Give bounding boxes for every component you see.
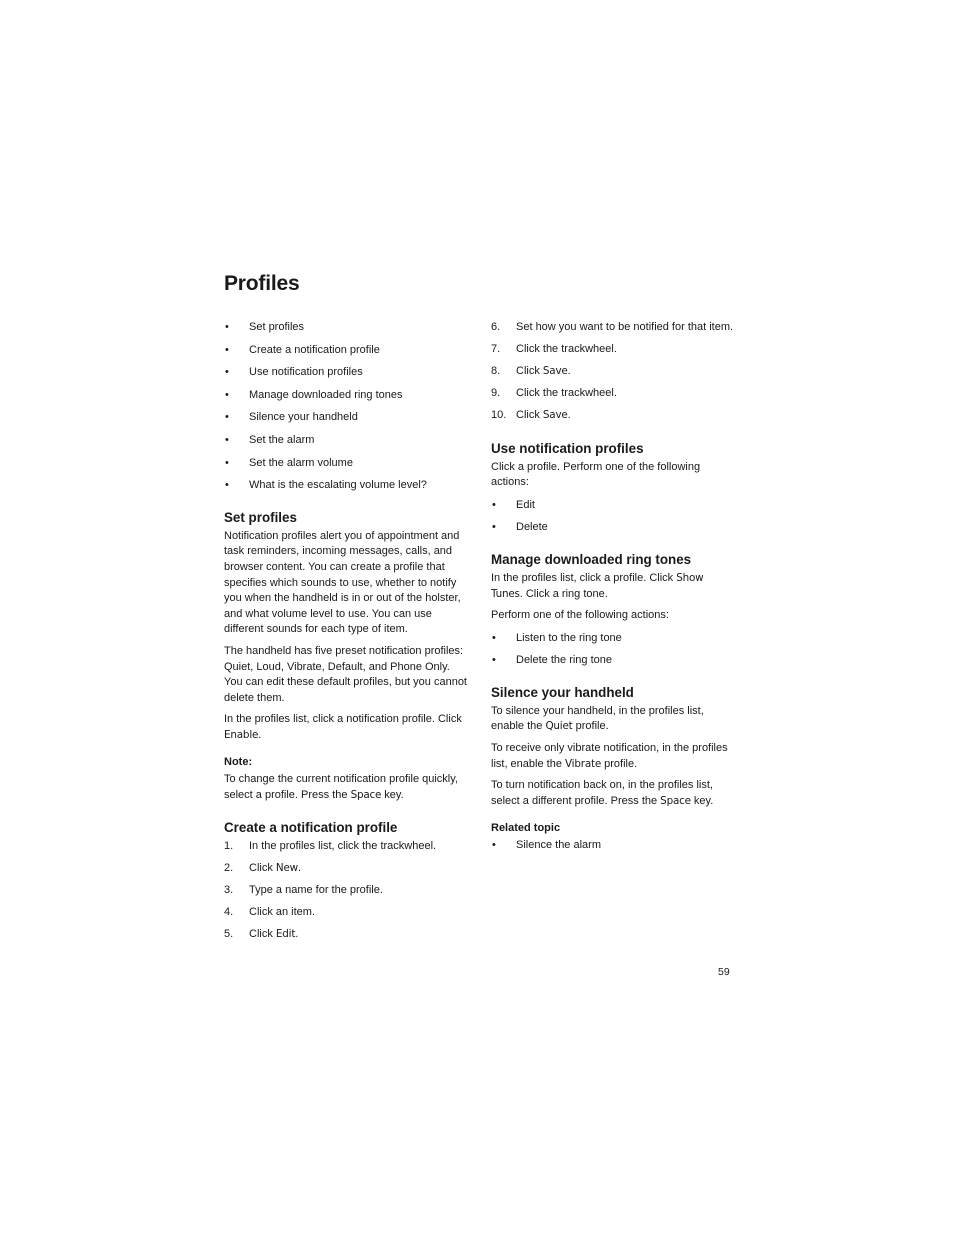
step-item	[491, 364, 735, 380]
step-number: 3.	[224, 883, 234, 896]
step-text: Set how you want to be notified for that item.	[516, 321, 734, 333]
step-item	[491, 342, 735, 358]
notification-on-paragraph	[491, 778, 735, 809]
preset-profiles-paragraph: The handheld has five preset notification profiles: Quiet, Loud, Vibrate, Default, and Phone Only. You can edit these default profiles, but you cannot delete them.	[224, 644, 467, 704]
step-number: 6.	[491, 321, 501, 333]
topic-list	[224, 320, 468, 494]
enable-profile-paragraph	[224, 712, 468, 743]
step-number: 4.	[224, 905, 234, 918]
ui-term-vibrate: Vibrate	[565, 757, 602, 770]
note-label: Note:	[224, 756, 253, 769]
step-text: .	[567, 408, 571, 421]
step-text: Click	[516, 408, 543, 421]
step-text: Click	[249, 861, 276, 874]
step-text: In the profiles list, click the trackwheel.	[249, 839, 437, 852]
ui-term-save: Save	[542, 408, 568, 421]
right-column	[491, 320, 735, 861]
action-item-delete: • Delete	[491, 520, 735, 536]
topic-list-item[interactable]: • Set the alarm	[224, 433, 468, 449]
related-topic-label: Related topic	[491, 822, 561, 835]
use-profiles-intro: Click a profile. Perform one of the following actions:	[491, 460, 701, 489]
step-text: Click	[249, 927, 276, 940]
step-text: .	[567, 364, 571, 377]
step-text: Click an item.	[249, 905, 316, 918]
text: .	[258, 728, 262, 741]
text: To change the current notification profile quickly, select a profile. Press the	[224, 773, 458, 802]
step-text: Click the trackwheel.	[516, 386, 617, 399]
text: key.	[690, 794, 714, 807]
action-item-delete-tone: • Delete the ring tone	[491, 653, 735, 669]
step-item	[224, 861, 468, 877]
step-item	[491, 408, 735, 424]
related-topic-link[interactable]: • Silence the alarm	[491, 838, 735, 854]
ui-term-space: Space	[660, 794, 691, 807]
text: To silence your handheld, in the profiles list, enable the	[491, 704, 704, 733]
vibrate-paragraph	[491, 741, 735, 772]
ui-term-quiet: Quiet	[545, 720, 573, 733]
step-number: 8.	[491, 364, 501, 377]
step-text: Click	[516, 364, 543, 377]
ui-term-space: Space	[350, 789, 382, 802]
topic-list-item[interactable]: • Create a notification profile	[224, 343, 468, 359]
topic-list-item[interactable]: • Set the alarm volume	[224, 456, 468, 472]
step-number: 5.	[224, 927, 234, 940]
step-text: Click the trackwheel.	[516, 342, 617, 355]
use-profiles-heading: Use notification profiles	[491, 440, 644, 456]
step-number: 10.	[491, 408, 507, 421]
topic-list-item[interactable]: • Manage downloaded ring tones	[224, 388, 468, 404]
topic-list-item[interactable]: • Silence your handheld	[224, 410, 468, 426]
step-number: 9.	[491, 386, 501, 399]
text: In the profiles list, click a profile. Click	[491, 571, 677, 584]
set-profiles-paragraph: Notification profiles alert you of appointment and task reminders, incoming messages, calls, and browser content. You can create a profile that specifies which sounds to use, whether to notify you when the handheld is in or out of the holster, and what volume level to use. You can use different sounds for each type of item.	[224, 529, 461, 636]
step-item	[491, 320, 735, 336]
step-item	[224, 905, 468, 921]
step-text: .	[297, 861, 302, 874]
topic-list-item[interactable]: • Set profiles	[224, 320, 468, 336]
ring-tones-heading: Manage downloaded ring tones	[491, 551, 692, 567]
text: In the profiles list, click a notification profile. Click	[224, 713, 462, 726]
ring-tones-intro: Perform one of the following actions:	[491, 609, 669, 622]
ui-term-enable: Enable	[224, 728, 259, 741]
action-item-listen: • Listen to the ring tone	[491, 631, 735, 647]
action-item-edit: • Edit	[491, 498, 735, 514]
step-item	[224, 839, 468, 855]
create-profile-steps-continued	[491, 320, 735, 424]
text: profile.	[601, 757, 638, 770]
text: To turn notification back on, in the profiles list, select a different profile. Press the	[491, 779, 713, 807]
text: profile.	[572, 720, 609, 733]
page-title: Profiles	[224, 272, 300, 295]
step-item	[224, 927, 468, 943]
step-item	[491, 386, 735, 402]
topic-list-item[interactable]: • Use notification profiles	[224, 365, 468, 381]
step-text: .	[295, 927, 299, 940]
set-profiles-heading: Set profiles	[224, 509, 297, 525]
left-column	[224, 320, 468, 949]
text: . Click a ring tone.	[519, 587, 608, 600]
use-profiles-actions	[491, 498, 735, 536]
step-number: 1.	[224, 839, 234, 852]
topic-list-item[interactable]: • What is the escalating volume level?	[224, 478, 468, 494]
silence-paragraph	[491, 704, 735, 735]
text: To receive only vibrate notification, in the profiles list, enable the	[491, 742, 728, 770]
silence-heading: Silence your handheld	[491, 684, 634, 700]
ui-term-new: New	[275, 861, 298, 874]
create-profile-steps	[224, 839, 468, 943]
step-text: Type a name for the profile.	[249, 883, 383, 896]
step-number: 7.	[491, 342, 501, 355]
ui-term-edit: Edit	[275, 927, 296, 940]
ui-term-show-tunes: Show Tunes	[491, 571, 704, 600]
ring-tone-actions	[491, 631, 735, 669]
create-profile-heading: Create a notification profile	[224, 819, 398, 835]
page-number: 59	[718, 966, 730, 978]
text: key.	[381, 789, 404, 802]
ring-tones-paragraph	[491, 571, 735, 602]
step-item	[224, 883, 468, 899]
note-text	[224, 772, 468, 803]
ui-term-save: Save	[542, 364, 568, 377]
related-topic-list	[491, 838, 735, 854]
step-number: 2.	[224, 861, 234, 874]
